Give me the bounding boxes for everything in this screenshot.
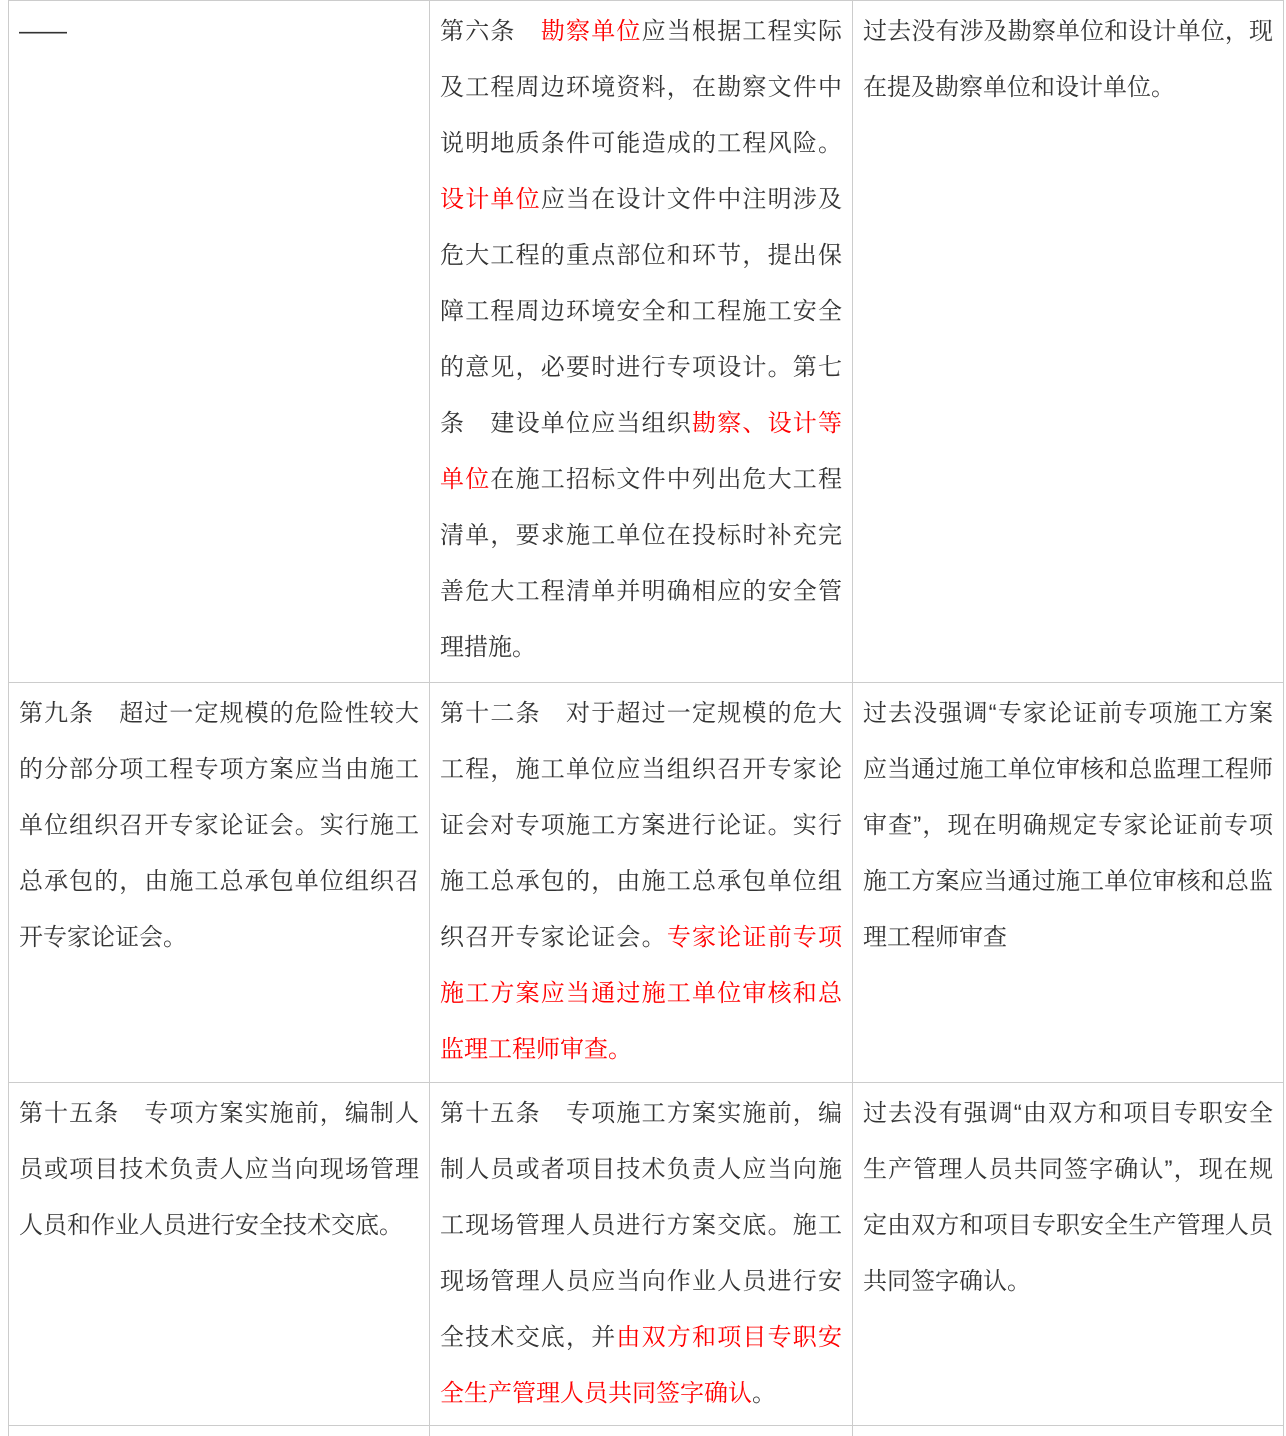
table-row xyxy=(9,683,1284,1083)
text-run: 在施工招标文件中列出危大工程清单，要求施工单位在投标时补充完善危大工程清单并明确相应的安全管理措施。 xyxy=(440,466,843,661)
old-provision-cell xyxy=(9,1083,430,1426)
highlighted-text: 由双方和项目专职安全生产管理人员共同签字确认 xyxy=(440,1324,843,1407)
text-run: 应当根据工程实际及工程周边环境资料，在勘察文件中说明地质条件可能造成的工程风险。 xyxy=(440,18,843,157)
old-provision-cell xyxy=(9,683,430,1083)
new-provision-cell xyxy=(430,1083,853,1426)
highlighted-text: 专家论证前专项施工方案应当通过施工单位审核和总监理工程师审查。 xyxy=(440,924,843,1063)
table-row xyxy=(9,1,1284,683)
comparison-table xyxy=(8,0,1284,1436)
text-run: 过去没有涉及勘察单位和设计单位，现在提及勘察单位和设计单位。 xyxy=(863,18,1273,101)
text-run: —— xyxy=(19,18,67,45)
text-run: 过去没有强调“由双方和项目专职安全生产管理人员共同签字确认”，现在规定由双方和项目专职安全生产管理人员共同签字确认。 xyxy=(863,1100,1273,1295)
old-provision-cell xyxy=(9,1,430,683)
change-note-cell xyxy=(853,1426,1284,1436)
text-run: 第十五条 专项施工方案实施前，编制人员或者项目技术负责人应当向施工现场管理人员进行方案交底。施工现场管理人员应当向作业人员进行安全技术交底，并 xyxy=(440,1100,842,1351)
text-run: 第六条 xyxy=(440,18,541,45)
highlighted-text: 设计单位 xyxy=(440,186,541,213)
change-note-cell xyxy=(853,1083,1284,1426)
change-note-cell xyxy=(853,1,1284,683)
change-note-cell xyxy=(853,683,1284,1083)
text-run: 第十五条 专项方案实施前，编制人员或项目技术负责人应当向现场管理人员和作业人员进行安全技术交底。 xyxy=(19,1100,419,1239)
highlighted-text: 勘察、设计等单位 xyxy=(440,410,842,493)
new-provision-cell xyxy=(430,1,853,683)
table-row xyxy=(9,1083,1284,1426)
table-row xyxy=(9,1426,1284,1436)
text-run: 过去没强调“专家论证前专项施工方案应当通过施工单位审核和总监理工程师审查”，现在明确规定专家论证前专项施工方案应当通过施工单位审核和总监理工程师审查 xyxy=(863,700,1273,951)
text-run: 第十二条 对于超过一定规模的危大工程，施工单位应当组织召开专家论证会对专项施工方案进行论证。实行施工总承包的，由施工总承包单位组织召开专家论证会。 xyxy=(440,700,842,951)
text-run: 第九条 超过一定规模的危险性较大的分部分项工程专项方案应当由施工单位组织召开专家论证会。实行施工总承包的，由施工总承包单位组织召开专家论证会。 xyxy=(19,700,419,951)
highlighted-text: 勘察单位 xyxy=(540,18,642,45)
text-run: 应当在设计文件中注明涉及危大工程的重点部位和环节，提出保障工程周边环境安全和工程施工安全的意见，必要时进行专项设计。第七条 建设单位应当组织 xyxy=(440,186,843,437)
old-provision-cell xyxy=(9,1426,430,1436)
new-provision-cell xyxy=(430,683,853,1083)
text-run: 。 xyxy=(752,1380,776,1407)
new-provision-cell xyxy=(430,1426,853,1436)
